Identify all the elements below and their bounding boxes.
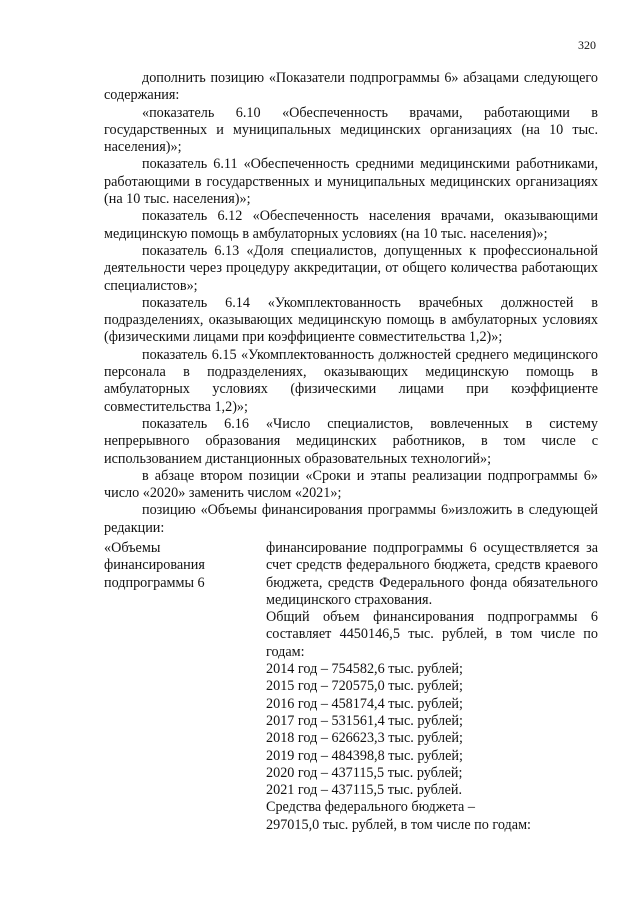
paragraph-2: «показатель 6.10 «Обеспеченность врачами, работающими в государственных и муниципальных медицинских организациях (на 10 тыс. населения)»; xyxy=(104,104,598,156)
year-line-2021: 2021 год – 437115,5 тыс. рублей. xyxy=(266,782,463,799)
year-line-2019: 2019 год – 484398,8 тыс. рублей; xyxy=(266,747,463,764)
year-line-2017: 2017 год – 531561,4 тыс. рублей; xyxy=(266,712,463,729)
paragraph-6: показатель 6.14 «Укомплектованность врачебных должностей в подразделениях, оказывающих медицинскую помощь в амбулаторных условиях (физическими лицами при коэффициенте совместительства 1,2)»; xyxy=(104,294,598,346)
total-financing: Общий объем финансирования подпрограммы 6 составляет 4450146,5 тыс. рублей, в том числе по годам: xyxy=(266,609,598,660)
year-line-2015: 2015 год – 720575,0 тыс. рублей; xyxy=(266,678,463,695)
federal-budget-total: 297015,0 тыс. рублей, в том числе по годам: xyxy=(266,816,531,833)
table-right-content xyxy=(266,540,598,834)
paragraph-9: в абзаце втором позиции «Сроки и этапы реализации подпрограммы 6» число «2020» заменить числом «2021»; xyxy=(104,467,598,502)
paragraph-1: дополнить позицию «Показатели подпрограммы 6» абзацами следующего содержания: xyxy=(104,70,598,104)
paragraph-5: показатель 6.13 «Доля специалистов, допущенных к профессиональной деятельности через процедуру аккредитации, от общего количества работающих специалистов»; xyxy=(104,242,598,294)
year-line-2014: 2014 год – 754582,6 тыс. рублей; xyxy=(266,661,463,678)
paragraph-7: показатель 6.15 «Укомплектованность должностей среднего медицинского персонала в подразделениях, оказывающих медицинскую помощь в амбулаторных условиях (физическими лицами при коэффициенте совместительства 1,2)»; xyxy=(104,346,598,415)
paragraph-3: показатель 6.11 «Обеспеченность средними медицинскими работниками, работающими в государственных и муниципальных медицинских организациях (на 10 тыс. населения)»; xyxy=(104,156,598,208)
page-number: 320 xyxy=(578,38,596,52)
funding-sources: финансирование подпрограммы 6 осуществляется за счет средств федерального бюджета, средств краевого бюджета, средств Федерального фонда обязательного медицинского страхования. xyxy=(266,540,598,608)
year-line-2018: 2018 год – 626623,3 тыс. рублей; xyxy=(266,730,463,747)
federal-budget-title: Средства федерального бюджета – xyxy=(266,799,475,816)
paragraph-8: показатель 6.16 «Число специалистов, вовлеченных в систему непрерывного образования медицинских работников, в том числе с использованием дистанционных образовательных технологий»; xyxy=(104,415,598,467)
table-left-label: «Объемы финансирования подпрограммы 6 xyxy=(104,540,205,591)
year-line-2020: 2020 год – 437115,5 тыс. рублей; xyxy=(266,764,463,781)
body-text xyxy=(104,70,598,537)
paragraph-4: показатель 6.12 «Обеспеченность населения врачами, оказывающими медицинскую помощь в амбулаторных условиях (на 10 тыс. населения)»; xyxy=(104,208,598,242)
paragraph-10: позицию «Объемы финансирования программы 6»изложить в следующей редакции: xyxy=(104,502,598,536)
year-line-2016: 2016 год – 458174,4 тыс. рублей; xyxy=(266,695,463,712)
